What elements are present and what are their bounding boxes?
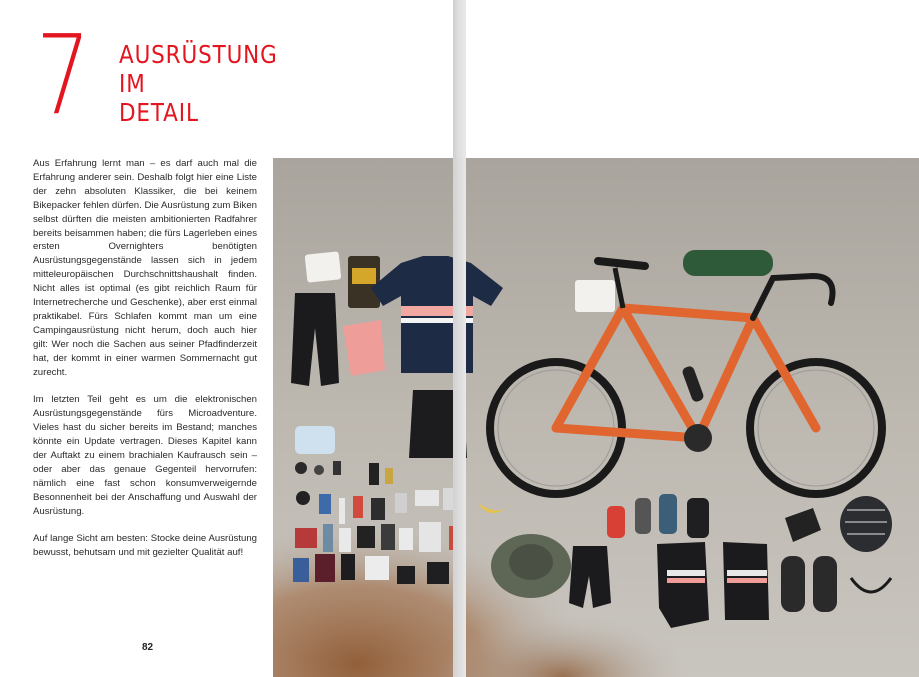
helmet-icon <box>840 496 892 552</box>
chapter-title <box>119 40 278 127</box>
page-number: 82 <box>142 642 154 653</box>
chapter-title-line: IM <box>119 69 146 98</box>
body-text <box>33 157 257 574</box>
tent-bag-icon <box>683 250 773 276</box>
gutter-shadow <box>453 158 466 677</box>
paragraph: Aus Erfahrung lernt man – es darf auch mal die Erfahrung anderer sein. Deshalb folgt hier eine Liste der zehn absoluten Klassiker, die bei keinem Bikepacker fehlen dürfen. Die Ausrüstung zum Biken selbst dürften die meisten ambitionierten Radfahrer bereits beisammen haben; die fürs Lagerleben eines ersten Overnighters benötigten Ausrüstungsgegenstände lassen sich in jedem mitteleuropäischen Durchschnittshaushalt finden. Nicht alles ist optimal (es gibt reichlich Raum für Internetrecherche und Geschenke), aber erst einmal praktikabel. Fürs Schlafen kommt man um eine Campingausrüstung nicht herum, doch auch hier gilt: Wer noch die Sachen aus seiner Pfadfinderzeit hat, der kommt in einer warmen Sommernacht gut zurecht. <box>33 158 257 378</box>
snack-bag-icon <box>348 256 380 308</box>
chapter-title-line: AUSRÜSTUNG <box>119 40 278 69</box>
bucket-hat-icon <box>491 534 571 598</box>
wipes-pack-icon <box>295 426 335 454</box>
chapter-title-line: DETAIL <box>119 98 199 127</box>
paragraph: Im letzten Teil geht es um die elektronischen Ausrüstungsgegenstände fürs Microadventure. Vieles hast du sicher bereits im Bestand; manches könnte ein Update vertragen. Dieses Kapitel kann der Auftakt zu einem brachialen Kaufrausch sein – oder aber das genaue Gegenteil hervorrufen: nämlich eine fast schon konsumverweigernde Besonnenheit bei der Anschaffung und Auswahl der Ausrüstung. <box>33 394 257 517</box>
white-cloth-icon <box>575 280 615 312</box>
paragraph: Auf lange Sicht am besten: Stocke deine Ausrüstung bewusst, behutsam und mit gezielter Qualität auf! <box>33 533 257 559</box>
chapter-number: 7 <box>36 11 88 139</box>
gear-flatlay-photo <box>273 158 919 677</box>
white-cloth-icon <box>305 251 342 282</box>
